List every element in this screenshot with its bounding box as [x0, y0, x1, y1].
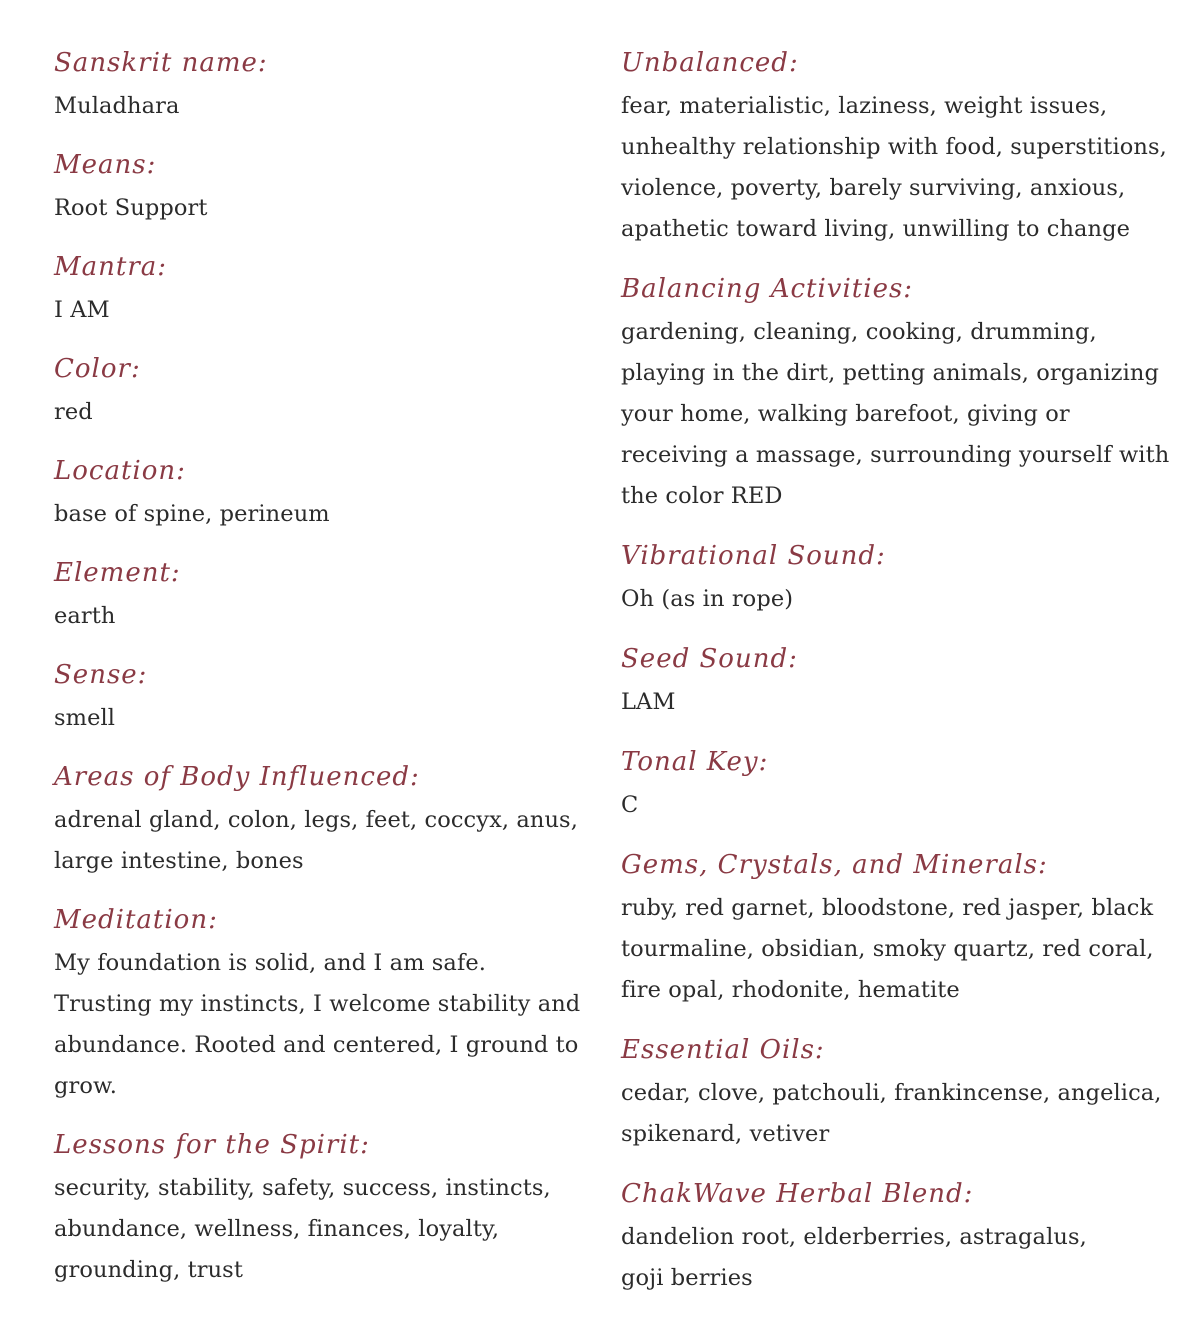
right-column — [621, 40, 1170, 1299]
entry-spacer — [621, 250, 1166, 266]
entry-value — [621, 1217, 1166, 1299]
entry-label: Areas of Body Influenced: — [54, 762, 420, 792]
value-line: large intestine, bones — [54, 848, 304, 874]
value-line: security, stability, safety, success, instincts, — [54, 1175, 551, 1201]
entry-label: Mantra: — [54, 252, 168, 282]
value-line: spikenard, vetiver — [621, 1121, 830, 1147]
entry-vibrational-sound — [621, 533, 1166, 620]
entry-balancing-activities — [621, 266, 1170, 517]
entry-chakwave-herbal-blend — [621, 1171, 1166, 1299]
value-line: Trusting my instincts, I welcome stability and — [54, 991, 581, 1017]
value-line: Root Support — [54, 195, 208, 221]
entry-means — [54, 142, 594, 229]
entry-color — [54, 346, 594, 433]
entry-label: Gems, Crystals, and Minerals: — [621, 850, 1048, 880]
entry-label: Means: — [54, 150, 157, 180]
entry-label: Meditation: — [54, 905, 218, 935]
entry-value — [54, 943, 594, 1107]
value-line: LAM — [621, 689, 676, 715]
value-line: abundance. Rooted and centered, I ground to — [54, 1032, 579, 1058]
entry-spacer — [621, 1155, 1166, 1171]
entry-spacer — [54, 331, 594, 346]
value-line: red — [54, 399, 93, 425]
entry-lessons-for-the-spirit — [54, 1122, 594, 1291]
entry-value — [621, 682, 1166, 723]
entry-spacer — [621, 1011, 1166, 1027]
value-line: grow. — [54, 1073, 117, 1099]
entry-spacer — [621, 826, 1166, 842]
entry-spacer — [621, 517, 1166, 533]
entry-spacer — [54, 535, 594, 550]
entry-label: Unbalanced: — [621, 48, 799, 78]
entry-label: Location: — [54, 456, 186, 486]
value-line: apathetic toward living, unwilling to change — [621, 216, 1131, 242]
entry-label: Sanskrit name: — [54, 48, 268, 78]
entry-sense — [54, 652, 594, 739]
value-line: Muladhara — [54, 93, 180, 119]
entry-spacer — [54, 433, 594, 448]
entry-value — [54, 86, 594, 127]
entry-areas-of-body-influenced — [54, 754, 594, 882]
entry-label: Tonal Key: — [621, 747, 769, 777]
value-line: fear, materialistic, laziness, weight issues, — [621, 93, 1108, 119]
value-line: unhealthy relationship with food, superstitions, — [621, 134, 1167, 160]
entry-value — [621, 785, 1166, 826]
entry-label: ChakWave Herbal Blend: — [621, 1179, 974, 1209]
value-line: Oh (as in rope) — [621, 586, 794, 612]
entry-value — [621, 579, 1166, 620]
value-line: earth — [54, 603, 116, 629]
entry-label: Vibrational Sound: — [621, 541, 886, 571]
entry-value — [621, 888, 1166, 1011]
value-line: gardening, cleaning, cooking, drumming, — [621, 319, 1097, 345]
value-line: I AM — [54, 297, 110, 323]
value-line: receiving a massage, surrounding yourself with — [621, 442, 1170, 468]
value-line: playing in the dirt, petting animals, organizing — [621, 360, 1159, 386]
entry-sanskrit-name — [54, 40, 594, 127]
value-line: the color RED — [621, 483, 783, 509]
entry-location — [54, 448, 594, 535]
entry-label: Seed Sound: — [621, 644, 798, 674]
entry-value — [54, 800, 594, 882]
entry-essential-oils — [621, 1027, 1166, 1155]
value-line: grounding, trust — [54, 1257, 243, 1283]
entry-spacer — [621, 620, 1166, 636]
entry-spacer — [54, 882, 594, 897]
entry-value — [54, 1168, 594, 1291]
value-line: goji berries — [621, 1265, 753, 1291]
entry-value — [54, 494, 594, 535]
value-line: cedar, clove, patchouli, frankincense, angelica, — [621, 1080, 1162, 1106]
entry-gems-crystals-and-minerals — [621, 842, 1166, 1011]
entry-spacer — [54, 637, 594, 652]
value-line: tourmaline, obsidian, smoky quartz, red coral, — [621, 936, 1154, 962]
entry-spacer — [54, 739, 594, 754]
value-line: violence, poverty, barely surviving, anxious, — [621, 175, 1126, 201]
value-line: abundance, wellness, finances, loyalty, — [54, 1216, 500, 1242]
entry-label: Element: — [54, 558, 181, 588]
value-line: dandelion root, elderberries, astragalus, — [621, 1224, 1087, 1250]
entry-spacer — [54, 127, 594, 142]
value-line: your home, walking barefoot, giving or — [621, 401, 1070, 427]
value-line: base of spine, perineum — [54, 501, 330, 527]
entry-label: Color: — [54, 354, 141, 384]
value-line: adrenal gland, colon, legs, feet, coccyx, anus, — [54, 807, 578, 833]
entry-spacer — [621, 723, 1166, 739]
entry-label: Lessons for the Spirit: — [54, 1130, 370, 1160]
value-line: C — [621, 792, 639, 818]
entry-value — [54, 290, 594, 331]
entry-spacer — [54, 229, 594, 244]
entry-label: Sense: — [54, 660, 148, 690]
entry-value — [621, 86, 1166, 250]
value-line: ruby, red garnet, bloodstone, red jasper, black — [621, 895, 1154, 921]
entry-value — [54, 392, 594, 433]
entry-value — [621, 312, 1170, 517]
entry-label: Balancing Activities: — [621, 274, 914, 304]
entry-mantra — [54, 244, 594, 331]
entry-unbalanced — [621, 40, 1166, 250]
entry-label: Essential Oils: — [621, 1035, 825, 1065]
entry-element — [54, 550, 594, 637]
entry-value — [54, 698, 594, 739]
entry-value — [54, 188, 594, 229]
entry-meditation — [54, 897, 594, 1107]
value-line: My foundation is solid, and I am safe. — [54, 950, 487, 976]
entry-value — [54, 596, 594, 637]
entry-tonal-key — [621, 739, 1166, 826]
entry-spacer — [54, 1107, 594, 1122]
value-line: fire opal, rhodonite, hematite — [621, 977, 960, 1003]
value-line: smell — [54, 705, 116, 731]
entry-value — [621, 1073, 1166, 1155]
entry-seed-sound — [621, 636, 1166, 723]
left-column — [54, 40, 594, 1291]
